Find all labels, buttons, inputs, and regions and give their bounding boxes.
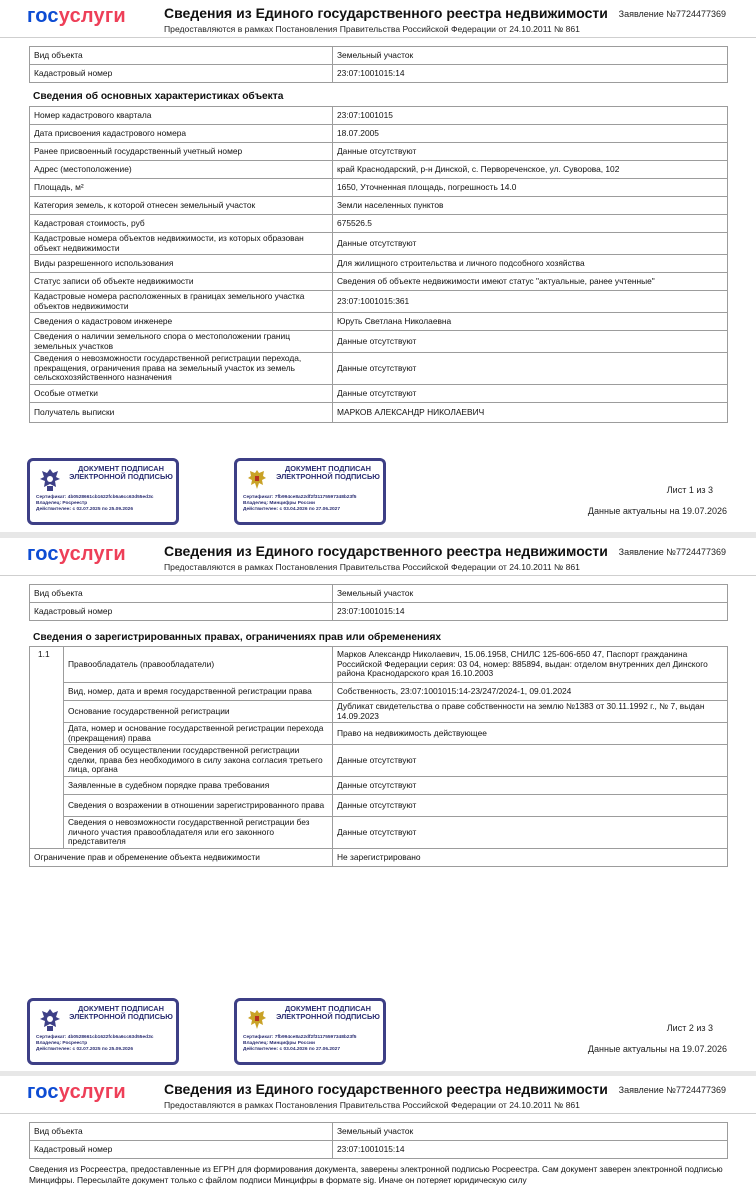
table-row: Кадастровый номер 23:07:1001015:14 — [30, 65, 728, 83]
actuality-date: Данные актуальны на 19.07.2026 — [587, 506, 727, 516]
gosuslugi-logo: госуслуги — [27, 543, 126, 565]
document-page-1 — [0, 0, 756, 532]
table-row: Вид объекта Земельный участок — [30, 47, 728, 65]
table-row: Сведения о невозможности государственной регистрации перехода, прекращения, ограничения права на земельный участок из земель сельскохозяйственного назначения Данные отсутствуют — [30, 353, 728, 385]
application-number: Заявление №7724477369 — [618, 9, 726, 19]
document-page-2 — [0, 538, 756, 1071]
table-row: Получатель выписки МАРКОВ АЛЕКСАНДР НИКОЛАЕВИЧ — [30, 403, 728, 423]
sheet-number: Лист 2 из 3 — [666, 1023, 713, 1033]
document-subtitle: Предоставляются в рамках Постановления Правительства Российской Федерации от 24.10.2011 № 861 — [164, 1100, 580, 1110]
document-subtitle: Предоставляются в рамках Постановления Правительства Российской Федерации от 24.10.2011 № 861 — [164, 562, 580, 572]
legal-note: Сведения из Росреестра, предоставленные из ЕГРН для формирования документа, заверены электронной подписью Росреестра. Сам документ заверен электронной подписью Минцифры. Пересылайте документ только с файлом подписи Минцифры в формате sig. Иначе он потеряет юридическую силу — [29, 1164, 723, 1185]
signature-stamp-rosreestr — [27, 458, 179, 525]
document-title: Сведения из Единого государственного реестра недвижимости — [164, 1081, 608, 1097]
section-title: Сведения об основных характеристиках объекта — [33, 91, 284, 102]
application-number: Заявление №7724477369 — [618, 1085, 726, 1095]
table-row: Кадастровые номера расположенных в границах земельного участка объектов недвижимости 23:07:1001015:361 — [30, 291, 728, 313]
table-row: Виды разрешенного использования Для жилищного строительства и личного подсобного хозяйства — [30, 255, 728, 273]
table-row: Кадастровая стоимость, руб 675526.5 — [30, 215, 728, 233]
rights-table — [29, 646, 728, 867]
table-row: Сведения об осуществлении государственной регистрации сделки, права без необходимого в силу закона согласия третьего лица, органа Данные отсутствуют — [30, 745, 728, 777]
table-row: Дата, номер и основание государственной регистрации перехода (прекращения) права Право на недвижимость действующее — [30, 723, 728, 745]
table-row: Адрес (местоположение) край Краснодарский, р-н Динской, с. Первореченское, ул. Суворова, 102 — [30, 161, 728, 179]
stamp-details: Сертификат: 4b0528661cb1622fcb6a6cc63d55ed3c Владелец: Росреестр Действителен: с 02.07.2025 по 25.09.2026 — [36, 1035, 154, 1053]
table-row: Сведения о невозможности государственной регистрации без личного участия правообладателя или его законного представителя Данные отсутствуют — [30, 817, 728, 849]
section-title: Сведения о зарегистрированных правах, ограничениях прав или обременениях — [33, 632, 442, 643]
gosuslugi-logo: госуслуги — [27, 5, 126, 27]
table-row: Вид объекта Земельный участок — [30, 1123, 728, 1141]
table-row: Номер кадастрового квартала 23:07:1001015 — [30, 107, 728, 125]
signature-stamp-mincifry — [234, 458, 386, 525]
stamp-title: ДОКУМЕНТ ПОДПИСАН ЭЛЕКТРОННОЙ ПОДПИСЬЮ — [69, 464, 173, 482]
actuality-date: Данные актуальны на 19.07.2026 — [587, 1044, 727, 1054]
object-info-table — [29, 1122, 728, 1159]
page-header — [0, 1076, 756, 1114]
table-row: 1.1 Правообладатель (правообладатели) Марков Александр Николаевич, 15.06.1958, СНИЛС 125-606-650 47, Паспорт гражданина Российской Федерации серия: 03 04, номер: 885894, выдан: отделом внутренних дел Динского района Краснодарского края 16.10.2003 — [30, 647, 728, 683]
document-title: Сведения из Единого государственного реестра недвижимости — [164, 543, 608, 559]
table-row: Основание государственной регистрации Дубликат свидетельства о праве собственности на землю №1383 от 30.11.1992 г., № 7, выдан 14.09.2023 — [30, 701, 728, 723]
characteristics-table — [29, 106, 728, 423]
document-page-3 — [0, 1076, 756, 1200]
stamp-title: ДОКУМЕНТ ПОДПИСАН ЭЛЕКТРОННОЙ ПОДПИСЬЮ — [276, 1004, 380, 1022]
rosreestr-emblem-icon — [38, 1007, 62, 1033]
right-number: 1.1 — [30, 647, 64, 849]
object-info-table — [29, 584, 728, 621]
stamp-details: Сертификат: 7fb994ce8a22df2f31175597348b23f5 Владелец: Минцифры России Действителен: с 03.04.2026 по 27.06.2027 — [243, 1035, 357, 1053]
table-row: Особые отметки Данные отсутствуют — [30, 385, 728, 403]
page-header — [0, 538, 756, 576]
table-row: Вид объекта Земельный участок — [30, 585, 728, 603]
coat-of-arms-icon — [245, 1007, 269, 1033]
page-header — [0, 0, 756, 38]
table-row: Вид, номер, дата и время государственной регистрации права Собственность, 23:07:1001015:14-23/247/2024-1, 09.01.2024 — [30, 683, 728, 701]
table-row: Ранее присвоенный государственный учетный номер Данные отсутствуют — [30, 143, 728, 161]
table-row: Сведения о кадастровом инженере Юруть Светлана Николаевна — [30, 313, 728, 331]
table-row: Дата присвоения кадастрового номера 18.07.2005 — [30, 125, 728, 143]
sheet-number: Лист 1 из 3 — [666, 485, 713, 495]
rosreestr-emblem-icon — [38, 467, 62, 493]
stamp-details: Сертификат: 7fb994ce8a22df2f31175597348b23f5 Владелец: Минцифры России Действителен: с 03.04.2026 по 27.06.2027 — [243, 495, 357, 513]
table-row: Заявленные в судебном порядке права требования Данные отсутствуют — [30, 777, 728, 795]
stamp-details: Сертификат: 4b0528661cb1622fcb6a6cc63d55ed3c Владелец: Росреестр Действителен: с 02.07.2025 по 25.09.2026 — [36, 495, 154, 513]
document-title: Сведения из Единого государственного реестра недвижимости — [164, 5, 608, 21]
table-row: Статус записи об объекте недвижимости Сведения об объекте недвижимости имеют статус "актуальные, ранее учтенные" — [30, 273, 728, 291]
table-row: Кадастровый номер 23:07:1001015:14 — [30, 603, 728, 621]
coat-of-arms-icon — [245, 467, 269, 493]
table-row: Сведения о наличии земельного спора о местоположении границ земельных участков Данные отсутствуют — [30, 331, 728, 353]
document-subtitle: Предоставляются в рамках Постановления Правительства Российской Федерации от 24.10.2011 № 861 — [164, 24, 580, 34]
table-row: Сведения о возражении в отношении зарегистрированного права Данные отсутствуют — [30, 795, 728, 817]
table-row: Кадастровый номер 23:07:1001015:14 — [30, 1141, 728, 1159]
object-info-table — [29, 46, 728, 83]
stamp-title: ДОКУМЕНТ ПОДПИСАН ЭЛЕКТРОННОЙ ПОДПИСЬЮ — [69, 1004, 173, 1022]
application-number: Заявление №7724477369 — [618, 547, 726, 557]
signature-stamp-rosreestr — [27, 998, 179, 1065]
stamp-title: ДОКУМЕНТ ПОДПИСАН ЭЛЕКТРОННОЙ ПОДПИСЬЮ — [276, 464, 380, 482]
table-row: Площадь, м² 1650, Уточненная площадь, погрешность 14.0 — [30, 179, 728, 197]
table-row: Ограничение прав и обременение объекта недвижимости Не зарегистрировано — [30, 849, 728, 867]
signature-stamp-mincifry — [234, 998, 386, 1065]
gosuslugi-logo: госуслуги — [27, 1081, 126, 1103]
table-row: Категория земель, к которой отнесен земельный участок Земли населенных пунктов — [30, 197, 728, 215]
table-row: Кадастровые номера объектов недвижимости, из которых образован объект недвижимости Данные отсутствуют — [30, 233, 728, 255]
